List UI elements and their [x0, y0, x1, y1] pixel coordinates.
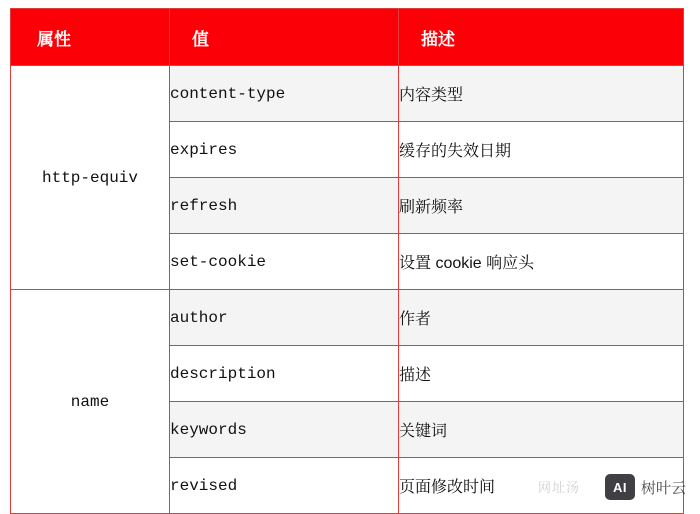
table-header [11, 9, 684, 66]
value-cell: refresh [170, 178, 399, 234]
watermark-label: 树叶云 [640, 479, 686, 497]
column-header-attribute [11, 9, 170, 66]
description-cell: 内容类型 [399, 66, 684, 122]
table-row [11, 66, 684, 122]
value-cell: keywords [170, 402, 399, 458]
column-header-attribute-label: 属性 [37, 29, 71, 49]
description-cell: 页面修改时间 [399, 458, 684, 514]
watermark [605, 474, 686, 500]
description-cell: 描述 [399, 346, 684, 402]
description-cell: 设置 cookie 响应头 [399, 234, 684, 290]
value-cell: description [170, 346, 399, 402]
value-cell: author [170, 290, 399, 346]
column-header-description [399, 9, 684, 66]
value-cell: content-type [170, 66, 399, 122]
description-cell: 缓存的失效日期 [399, 122, 684, 178]
value-cell: set-cookie [170, 234, 399, 290]
meta-attributes-table [10, 8, 684, 514]
watermark-badge-icon: AI [605, 474, 635, 500]
watermark-ghost-text: 网址汤 [537, 480, 580, 495]
table-header-row [11, 9, 684, 66]
description-cell: 刷新频率 [399, 178, 684, 234]
column-header-value-label: 值 [192, 29, 209, 49]
table-body [11, 66, 684, 514]
column-header-description-label: 描述 [421, 29, 455, 49]
column-header-value [170, 9, 399, 66]
value-cell: revised [170, 458, 399, 514]
document-page [0, 8, 700, 508]
attribute-cell-name: name [11, 290, 170, 514]
description-cell: 作者 [399, 290, 684, 346]
description-cell: 关键词 [399, 402, 684, 458]
value-cell: expires [170, 122, 399, 178]
attribute-cell-http-equiv: http-equiv [11, 66, 170, 290]
table-row [11, 290, 684, 346]
